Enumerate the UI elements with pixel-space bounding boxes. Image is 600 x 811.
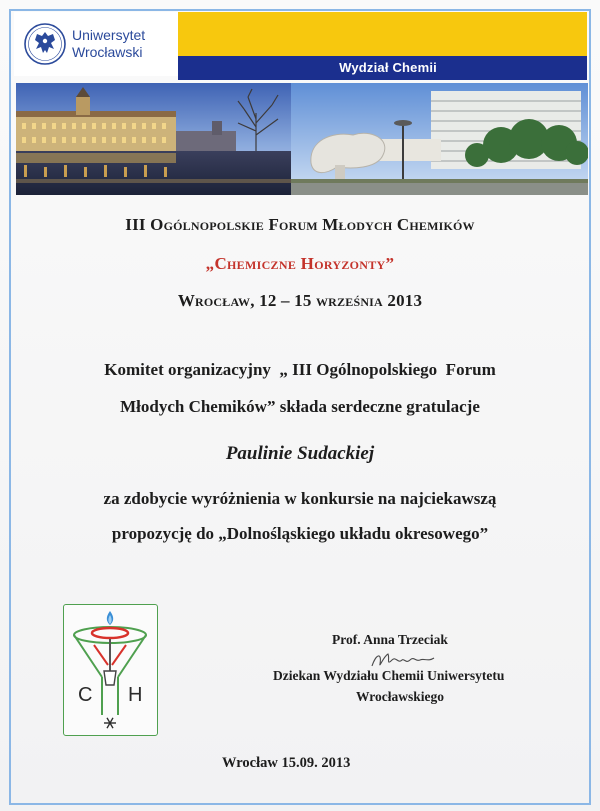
award-line-2: propozycję do „Dolnośląskiego układu okresowego” <box>111 524 489 543</box>
header-blue-band <box>178 56 587 80</box>
event-title: III Ogólnopolskie Forum Młodych Chemików <box>125 215 475 234</box>
event-subtitle: „Chemiczne Horyzonty” <box>205 254 395 273</box>
recipient-name: Paulinie Sudackiej <box>225 443 375 464</box>
signer-name: Prof. Anna Trzeciak <box>332 632 448 647</box>
congrats-line-1: Komitet organizacyjny „ III Ogólnopolskiego Forum <box>104 360 496 379</box>
event-place-date: Wrocław, 12 – 15 września 2013 <box>177 291 423 310</box>
award-line-1: za zdobycie wyróżnienia w konkursie na najciekawszą <box>103 489 497 508</box>
signer-title-line-1: Dziekan Wydziału Chemii Uniwersytetu <box>273 668 505 683</box>
header-yellow-band <box>178 12 587 56</box>
university-name-line1: Uniwersytet <box>72 27 146 43</box>
eagle-emblem-icon <box>24 23 66 65</box>
funnel-flame-icon <box>64 605 157 735</box>
logo-letter-h: H <box>128 684 143 706</box>
forum-logo <box>63 604 158 736</box>
snowflake-icon <box>104 718 116 728</box>
issue-date: Wrocław 15.09. 2013 <box>222 755 351 771</box>
university-logo <box>14 12 178 76</box>
university-name-line2: Wrocławski <box>72 44 143 60</box>
photo-strip <box>16 83 588 195</box>
photo-chemistry-building <box>291 83 588 195</box>
logo-letter-c: C <box>78 684 93 706</box>
faculty-name: Wydział Chemii <box>339 60 437 75</box>
university-name <box>72 27 145 61</box>
signer-title-line-2: Wrocławskiego <box>356 689 445 704</box>
photo-university-building <box>16 83 291 195</box>
congrats-line-2: Młodych Chemików” składa serdeczne gratulacje <box>120 397 480 416</box>
